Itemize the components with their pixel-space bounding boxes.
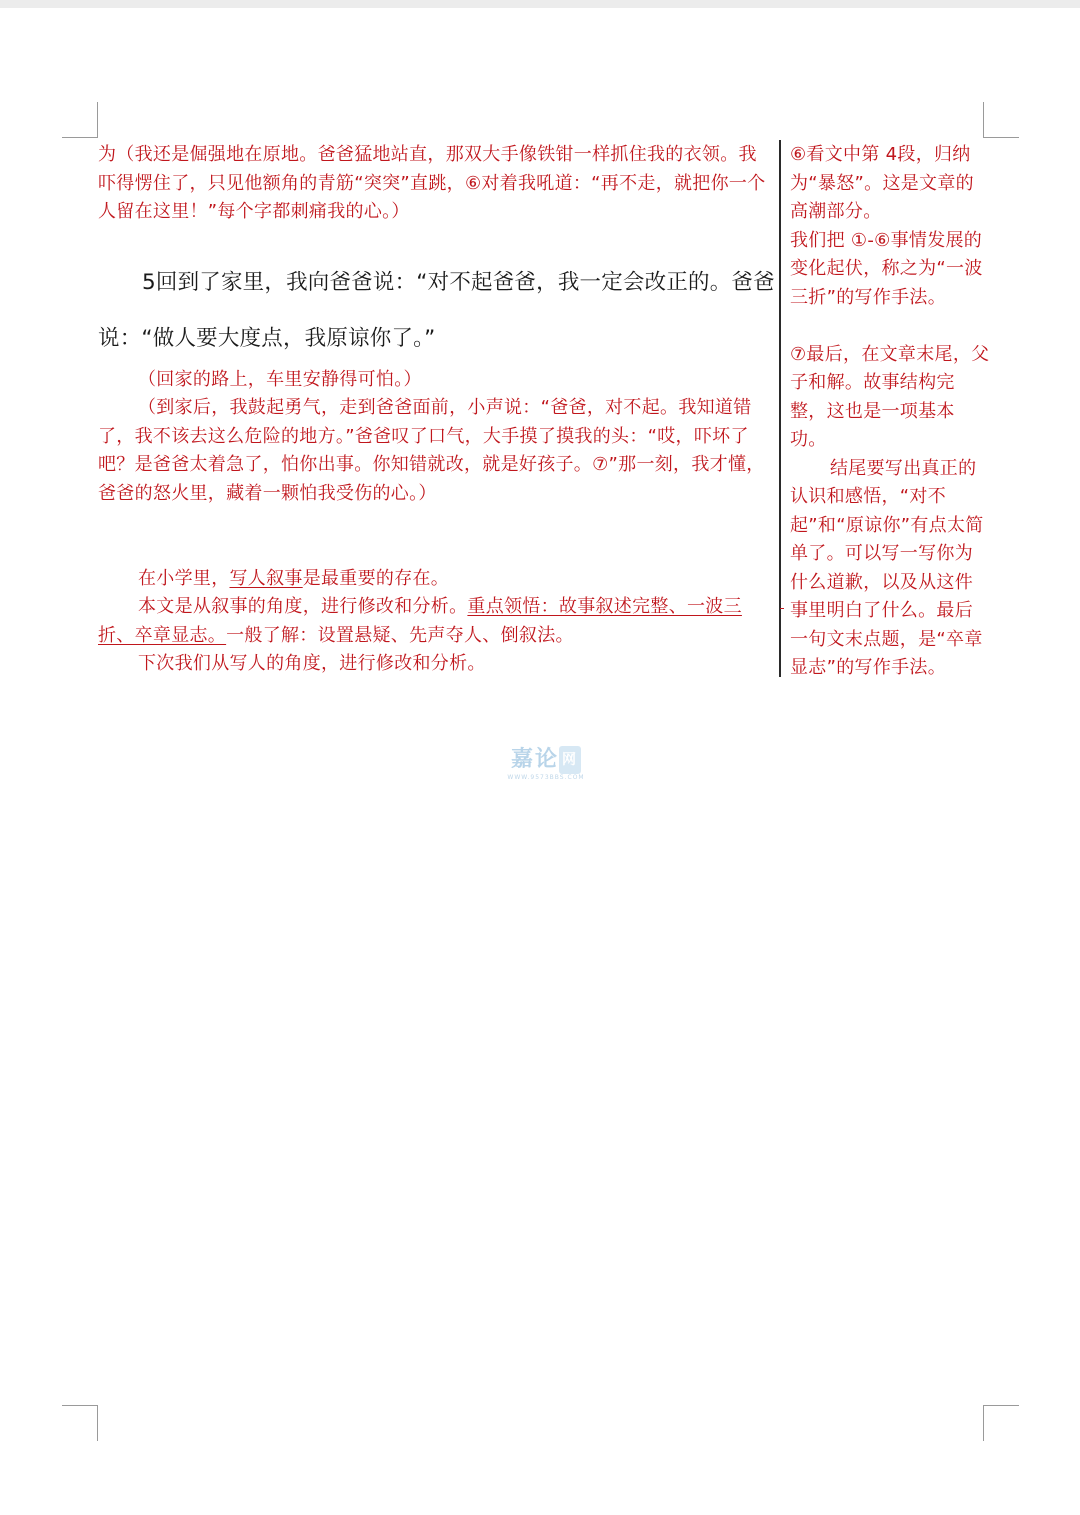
essay-paragraph-revised-anger: 为（我还是倔强地在原地。爸爸猛地站直，那双大手像铁钳一样抓住我的衣领。我吓得愣住了，只见他额角的青筋“突突”直跳，⑥对着我吼道：“再不走，就把你一个人留在这里！”每个字都刺痛我的心。） bbox=[98, 144, 766, 222]
watermark-url: WWW.9573BBS.COM bbox=[507, 774, 585, 781]
comment-7-structure: ⑦最后，在文章末尾，父子和解。故事结构完整，这也是一项基本功。 bbox=[790, 343, 990, 450]
watermark-badge: 网 bbox=[559, 746, 581, 774]
margin-comments bbox=[790, 141, 990, 683]
essay-paragraph-revised-ride-home: （回家的路上，车里安静得可怕。） bbox=[138, 369, 422, 390]
comment-6-climax: ⑥看文中第 4段，归纳为“暴怒”。这是文章的高潮部分。 bbox=[790, 144, 974, 222]
comment-ending-advice: 结尾要写出真正的认识和感悟，“对不起”和“原谅你”有点太简单了。可以写一写你为什么道歉，以及从这件事里明白了什么。最后一句文末点题，是“卒章显志”的写作手法。 bbox=[790, 457, 984, 678]
crop-mark-bottom-right-v bbox=[983, 1405, 984, 1441]
crop-mark-top-left-h bbox=[62, 137, 98, 138]
underline-extension bbox=[780, 608, 784, 609]
summary-key-points: 重点领悟：故事叙述完整、一波三折、卒章显志。 bbox=[98, 596, 742, 646]
comment-margin-divider bbox=[779, 140, 781, 677]
watermark-logo bbox=[498, 746, 594, 786]
essay-paragraph-5-line-1: 5回到了家里，我向爸爸说：“对不起爸爸，我一定会改正的。爸爸 bbox=[142, 270, 775, 295]
summary-text: 是最重要的存在。 bbox=[302, 568, 450, 589]
viewer-top-bar bbox=[0, 0, 1080, 8]
crop-mark-bottom-left-h bbox=[62, 1405, 98, 1406]
essay-paragraph-revised-ending: （到家后，我鼓起勇气，走到爸爸面前，小声说：“爸爸，对不起。我知道错了，我不该去这么危险的地方。”爸爸叹了口气，大手摸了摸我的头：“哎，吓坏了吧？是爸爸太着急了，怕你出事。你知错就改，就是好孩子。⑦”那一刻，我才懂，爸爸的怒火里，藏着一颗怕我受伤的心。） bbox=[98, 397, 765, 504]
essay-paragraph-5-line-2: 说：“做人要大度点，我原谅你了。” bbox=[98, 326, 436, 351]
summary-text: 一般了解：设置悬疑、先声夺人、倒叙法。 bbox=[226, 624, 574, 646]
summary-line-2 bbox=[98, 593, 774, 650]
summary-line-3: 下次我们从写人的角度，进行修改和分析。 bbox=[138, 653, 486, 674]
summary-line-1 bbox=[98, 565, 774, 594]
comment-twists: 我们把 ①-⑥事情发展的变化起伏，称之为“一波三折”的写作手法。 bbox=[790, 229, 983, 308]
crop-mark-bottom-left-v bbox=[97, 1405, 98, 1441]
watermark-text: 嘉论 bbox=[510, 747, 559, 772]
crop-mark-top-right-v bbox=[983, 102, 984, 138]
summary-underlined-text: 写人叙事 bbox=[229, 568, 303, 589]
summary-text: 在小学里， bbox=[138, 568, 230, 589]
summary-text: 本文是从叙事的角度，进行修改和分析。 bbox=[138, 596, 468, 617]
crop-mark-top-right-h bbox=[983, 137, 1019, 138]
crop-mark-bottom-right-h bbox=[983, 1405, 1019, 1406]
crop-mark-top-left-v bbox=[97, 102, 98, 138]
